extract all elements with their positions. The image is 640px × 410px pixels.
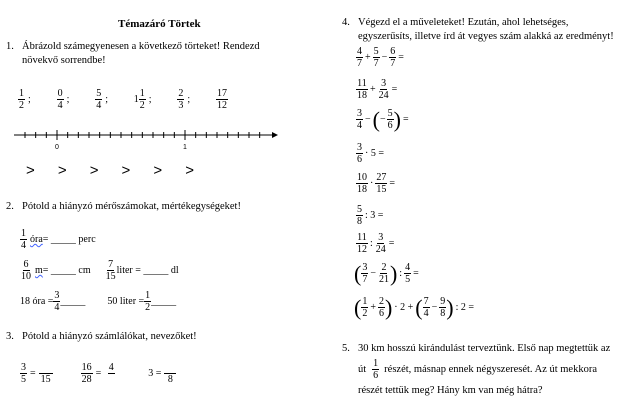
q4-expr-8: ( $\frac{3}{7}$ − $\frac{2}{21}$ ) : $\frac{4}{5}$ =: [354, 260, 419, 286]
q1-frac-item: 1 $\frac{1}{2}$ ;: [133, 88, 152, 111]
fraction: $\frac{17}{12}$: [216, 88, 227, 111]
q4-expr-3: $\frac{3}{4}$ − ( − $\frac{5}{6}$ ) =: [357, 106, 409, 132]
q1-number: 1.: [6, 41, 14, 52]
q2-text: Pótold a hiányzó mérőszámokat, mértékegységeket!: [22, 201, 241, 212]
q1-frac-item: $\frac{5}{4}$ ;: [96, 88, 108, 111]
q3-text: Pótold a hiányzó számlálókat, nevezőket!: [22, 331, 197, 342]
q2-line3a-pre: 18 óra =: [20, 296, 54, 307]
q4-number: 4.: [342, 17, 350, 28]
q4-text: [358, 16, 638, 44]
q5-text: [358, 342, 638, 398]
q5-text-line3: részét tettük meg? Hány km van még hátra?: [358, 385, 543, 396]
q2-line3b-post: _____: [151, 296, 177, 307]
q2-line2: [20, 259, 179, 282]
greater-than-sign: >: [89, 162, 99, 179]
q1-ordering-row: [26, 162, 194, 179]
fraction: $\frac{5}{4}$: [96, 88, 102, 111]
q1-frac-item: $\frac{2}{3}$ ;: [178, 88, 191, 111]
fraction: $\frac{1}{2}$: [19, 88, 24, 111]
fraction: $\frac{6}{10}$: [21, 259, 31, 282]
greater-than-sign: >: [153, 162, 163, 179]
number-line-arrow: [272, 132, 278, 138]
greater-than-sign: >: [121, 162, 131, 179]
fraction: $\frac{1}{2}$: [139, 88, 145, 111]
tick-label-0: 0: [55, 144, 59, 151]
q4-expr-7: $\frac{11}{12}$ : $\frac{3}{24}$ =: [357, 232, 395, 255]
fraction: $\frac{1}{6}$: [373, 358, 379, 381]
fraction: $\frac{1}{2}$: [145, 290, 151, 313]
fraction: $\frac{3}{5}$: [21, 362, 26, 385]
q4-expr-4: $\frac{3}{6}$ · 5 =: [357, 142, 384, 165]
greater-than-sign: >: [26, 162, 35, 179]
fraction: $\frac{1}{4}$: [21, 228, 26, 251]
fraction: $\frac{0}{4}$: [57, 88, 63, 111]
fraction: $\frac{16}{28}$: [81, 362, 92, 385]
fraction-missing-numerator: 15: [39, 362, 53, 385]
q4-expr-1: $\frac{4}{7}$ + $\frac{5}{7}$ − $\frac{6}{7}$ =: [357, 46, 404, 69]
q5-text-line1: 30 km hosszú kirándulást terveztünk. Első nap megtettük az: [358, 343, 611, 354]
tick-label-1: 1: [183, 144, 187, 151]
q4-expr-6: $\frac{5}{8}$ : 3 =: [357, 204, 384, 227]
q4-text-line1: Végezd el a műveleteket! Ezután, ahol lehetséges,: [358, 17, 569, 28]
q1-text-line2: növekvő sorrendbe!: [22, 55, 106, 66]
q4-expr-2: $\frac{11}{18}$ + $\frac{3}{24}$ =: [357, 78, 398, 101]
q1-frac-item: $\frac{0}{4}$ ;: [57, 88, 70, 111]
fraction: $\frac{7}{15}$: [105, 259, 116, 282]
q1-text: [22, 40, 292, 68]
q2-word-m: m: [35, 265, 43, 276]
q4-expr-5: $\frac{10}{18}$ · $\frac{27}{15}$ =: [357, 172, 395, 195]
q2-line3a-post: _____: [60, 296, 86, 307]
page-title: Témazáró Törtek: [118, 18, 201, 30]
q2-line2-rest: = _____ cm: [42, 265, 91, 276]
q1-frac-item: [216, 88, 228, 111]
fraction-missing-numerator: 8: [164, 362, 176, 385]
q1-fraction-list: [18, 88, 228, 111]
q4-text-line2: egyszerűsíts, illetve írd át vegyes szám alakká az eredményt!: [358, 31, 614, 42]
fraction-missing-denominator: 4: [108, 362, 114, 373]
q3-number: 3.: [6, 331, 14, 342]
q1-text-line1: Ábrázold számegyenesen a következő törteket! Rendezd: [22, 41, 260, 52]
q5-number: 5.: [342, 343, 350, 354]
q2-number: 2.: [6, 201, 14, 212]
q1-frac-item: $\frac{1}{2}$ ;: [19, 88, 31, 111]
q2-line1-rest: = _____ perc: [42, 234, 96, 245]
number-line: [10, 124, 280, 154]
fraction: $\frac{2}{3}$: [178, 88, 184, 111]
q5-text-line2: út $\frac{1}{6}$ részét, másnap ennek négyszeresét. Az út mekkora: [358, 358, 598, 381]
q3-equations: $\frac{3}{5}$ = 15 $\frac{16}{28}$ = 4 3 = 8: [20, 362, 176, 385]
greater-than-sign: >: [57, 162, 67, 179]
q4-expr-9: ( $\frac{1}{2}$ + $\frac{2}{6}$ ) · 2 + ( $\frac{7}{4}$ − $\frac{9}{8}$ ) : 2 =: [354, 294, 474, 320]
q2-line3b-pre: 50 liter =: [107, 296, 145, 307]
q2-line2b-rest: liter = _____ dl: [116, 265, 179, 276]
greater-than-sign: >: [185, 162, 194, 179]
q2-word-ora: óra: [30, 234, 43, 245]
q2-line3: [20, 290, 176, 313]
fraction: $\frac{3}{4}$: [54, 290, 60, 313]
q2-line1: [20, 228, 96, 251]
